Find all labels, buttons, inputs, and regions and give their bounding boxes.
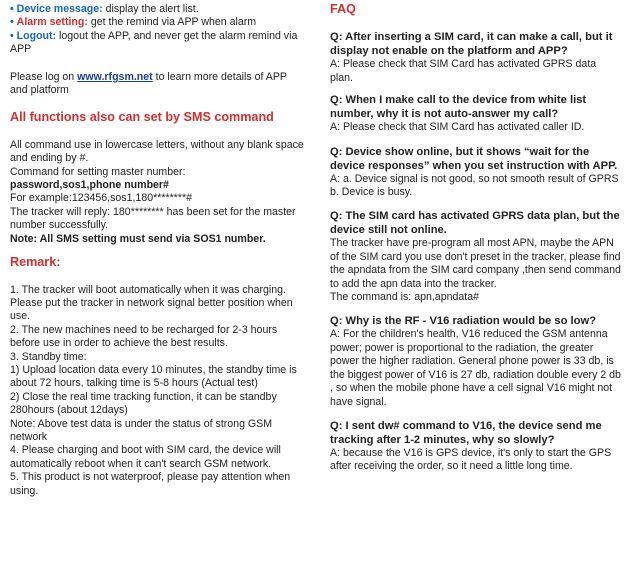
remark-item: 5. This product is not waterproof, please pay attention when using. [10, 471, 291, 497]
faq-answer: A: Please check that SIM Card has activated caller ID. [330, 121, 585, 134]
menu-desc: get the remind via APP when alarm [87, 16, 257, 29]
sms-reply: The tracker will reply: 180******** has been set for the master number successfully. [10, 205, 296, 232]
log-on-post: to learn more details of APP and platform [10, 70, 287, 97]
bullet: • [10, 3, 14, 15]
right-column [330, 0, 622, 474]
faq-answer: A: For the children's health, V16 reduced the GSM antenna power; power is proportional to the radiation, the greater power the higher radiation. General phone power is 33 db, is the biggest power of V16 is 27 db, radiation double every 2 db , so when the mobile phone have a cell signal V16 might not have signal. [330, 328, 621, 408]
faq-question: Q: Why is the RF - V16 radiation would be so low? [330, 315, 597, 328]
remark-list [10, 284, 306, 499]
menu-item-logout [10, 30, 306, 57]
faq-question: Q: The SIM card has activated GPRS data plan, but the device still not online. [330, 210, 620, 237]
faq-question: Q: Device show online, but it shows “wait for the device responses” when you set instruction with APP. [330, 145, 618, 172]
menu-item-device-message [10, 3, 306, 16]
faq-answer: A: because the V16 is GPS device, it's only to start the GPS after receiving the order, so it need a little long time. [330, 446, 612, 473]
faq-item [330, 30, 622, 85]
bullet: • [10, 16, 14, 29]
log-on-pre: Please log on [10, 70, 78, 83]
menu-item-alarm-setting [10, 16, 306, 29]
remark-item: 3. Standby time: [10, 350, 87, 363]
sms-format: password,sos1,phone number# [10, 179, 169, 192]
remark-item: 4. Please charging and boot with SIM card, the device will automatically reboot when it can't search GSM network. [10, 444, 281, 470]
log-on-paragraph [10, 71, 306, 98]
faq-item [330, 93, 622, 134]
sms-heading: All functions also can set by SMS command [10, 110, 274, 125]
faq-item [330, 145, 622, 200]
menu-label: Alarm setting: [16, 16, 88, 29]
sms-intro: All command use in lowercase letters, without any blank space and ending by #. [10, 138, 304, 165]
sms-example: For example:123456,sos1,180********# [10, 192, 192, 205]
remark-heading: Remark: [10, 255, 61, 270]
faq-title: FAQ [330, 2, 356, 16]
remark-item: 2. The new machines need to be recharged for 2-3 hours before use in order to achieve the best results. [10, 323, 278, 350]
remark-item: 1) Upload location data every 10 minutes, the standby time is about 72 hours, talking time is 5-8 hours (Actual test) [10, 363, 297, 390]
faq-answer: A: Please check that SIM Card has activated GPRS data plan. [330, 58, 597, 84]
bullet: • [10, 29, 14, 42]
faq-question: Q: I sent dw# command to V16, the device send me tracking after 1-2 minutes, why so slowly? [330, 419, 602, 446]
faq-answer: The tracker have pre-program all most APN, maybe the APN of the SIM card you use don't preset in the tracker, please find the apndata from the SIM card company ,then send command to add the apn data into the tracker. The command is: apn,apndata# [330, 237, 621, 304]
faq-answer: A: a. Device signal is not good, so not smooth result of GPRS b. Device is busy. [330, 172, 619, 199]
sms-note: Note: All SMS setting must send via SOS1 number. [10, 232, 266, 245]
faq-question: Q: After inserting a SIM card, it can make a call, but it display not enable on the platform and APP? [330, 31, 613, 58]
sms-master: Command for setting master number: [10, 165, 186, 178]
remark-item: 1. The tracker will boot automatically when it was charging. Please put the tracker in network signal better position when use. [10, 283, 293, 323]
faq-item [330, 419, 622, 474]
remark-item: 2) Close the real time tracking function, it can be standby 280hours (about 12days) [10, 390, 277, 417]
website-link[interactable]: www.rfgsm.net [77, 70, 153, 83]
left-column [10, 0, 306, 498]
faq-question: Q: When I make call to the device from white list number, why it is not auto-answer my call? [330, 94, 587, 121]
menu-label: Logout: [16, 29, 57, 42]
menu-desc: display the alert list. [102, 3, 199, 15]
menu-label: Device message: [16, 3, 103, 15]
faq-item [330, 314, 622, 408]
menu-desc: logout the APP, and never get the alarm remind via APP [10, 29, 298, 56]
remark-item: Note: Above test data is under the status of strong GSM network [10, 417, 273, 443]
faq-item [330, 209, 622, 304]
